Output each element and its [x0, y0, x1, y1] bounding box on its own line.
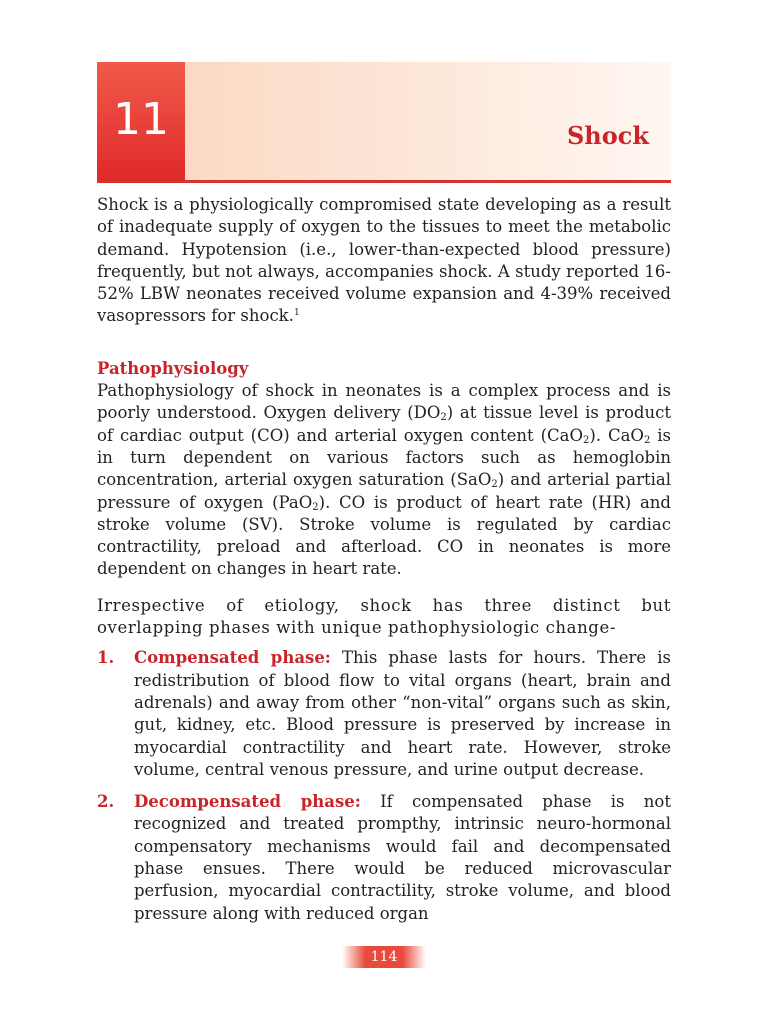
- page-content: [97, 194, 671, 935]
- intro-reference: 1: [293, 308, 300, 319]
- list-item-number: 1.: [97, 648, 115, 668]
- section-heading-pathophysiology: Pathophysiology: [97, 358, 249, 378]
- chapter-title-band: [185, 62, 671, 180]
- phases-list: [97, 647, 671, 925]
- page-number: 114: [342, 946, 426, 968]
- paragraph-gap: [97, 581, 671, 595]
- phase-term: Decompensated phase:: [134, 792, 361, 812]
- phase-description: This phase lasts for hours. There is redistribution of blood flow to vital organs (heart, brain and adrenals) and away from other “non-vital” organs such as skin, gut, kidney, etc. Blood pressure is preserved by increase in myocardial contractility and heart rate. However, stroke volume, central venous pressure, and urine output decrease.: [134, 648, 671, 779]
- list-item-text: [134, 647, 671, 781]
- list-item: [97, 791, 671, 925]
- list-item: [97, 647, 671, 781]
- pathophysiology-text-6: ). CO is product of heart rate (HR) and stroke volume (SV). Stroke volume is regulated by cardiac contractility, preload and afterload. CO in neonates is more dependent on changes in heart rate.: [97, 492, 671, 579]
- pathophysiology-text-1: Pathophysiology of shock in neonates is a complex process and is poorly understood. Oxygen delivery (DO: [97, 381, 671, 423]
- pathophysiology-text-3: ). CaO: [589, 425, 644, 445]
- pathophysiology-text-2: ) at tissue level is product of cardiac output (CO) and arterial oxygen content (CaO: [97, 403, 671, 445]
- list-item-text: [134, 791, 671, 925]
- list-item-number: 2.: [97, 792, 115, 812]
- pathophysiology-text-5: ) and arterial partial pressure of oxygen (PaO: [97, 470, 671, 512]
- subscript: 2: [440, 412, 447, 424]
- chapter-header: [97, 62, 671, 183]
- chapter-number-box: [97, 62, 185, 180]
- intro-paragraph: [97, 194, 671, 328]
- subscript: 2: [643, 434, 651, 446]
- chapter-number: 11: [113, 94, 169, 145]
- subscript: 2: [312, 501, 319, 513]
- phases-intro-paragraph: Irrespective of etiology, shock has three distinct but overlapping phases with unique pathophysiologic change-: [97, 595, 671, 638]
- subscript: 2: [583, 434, 590, 446]
- pathophysiology-paragraph: [97, 380, 671, 581]
- phase-description: If compensated phase is not recognized and treated prompthy, intrinsic neuro-hormonal compensatory mechanisms would fail and decompensated phase ensues. There would be reduced microvascular perfusion, myocardial contractility, stroke volume, and blood pressure along with reduced organ: [134, 792, 671, 923]
- chapter-title: Shock: [566, 121, 649, 150]
- intro-text: Shock is a physiologically compromised state developing as a result of inadequate supply of oxygen to the tissues to meet the metabolic demand. Hypotension (i.e., lower-than-expected blood pressure) frequently, but not always, accompanies shock. A study reported 16-52% LBW neonates received volume expansion and 4-39% received vasopressors for shock.: [97, 195, 671, 326]
- phase-term: Compensated phase:: [134, 648, 331, 668]
- pathophysiology-text-4: is in turn dependent on various factors such as hemoglobin concentration, arterial oxygen saturation (SaO: [97, 425, 671, 490]
- subscript: 2: [491, 479, 498, 491]
